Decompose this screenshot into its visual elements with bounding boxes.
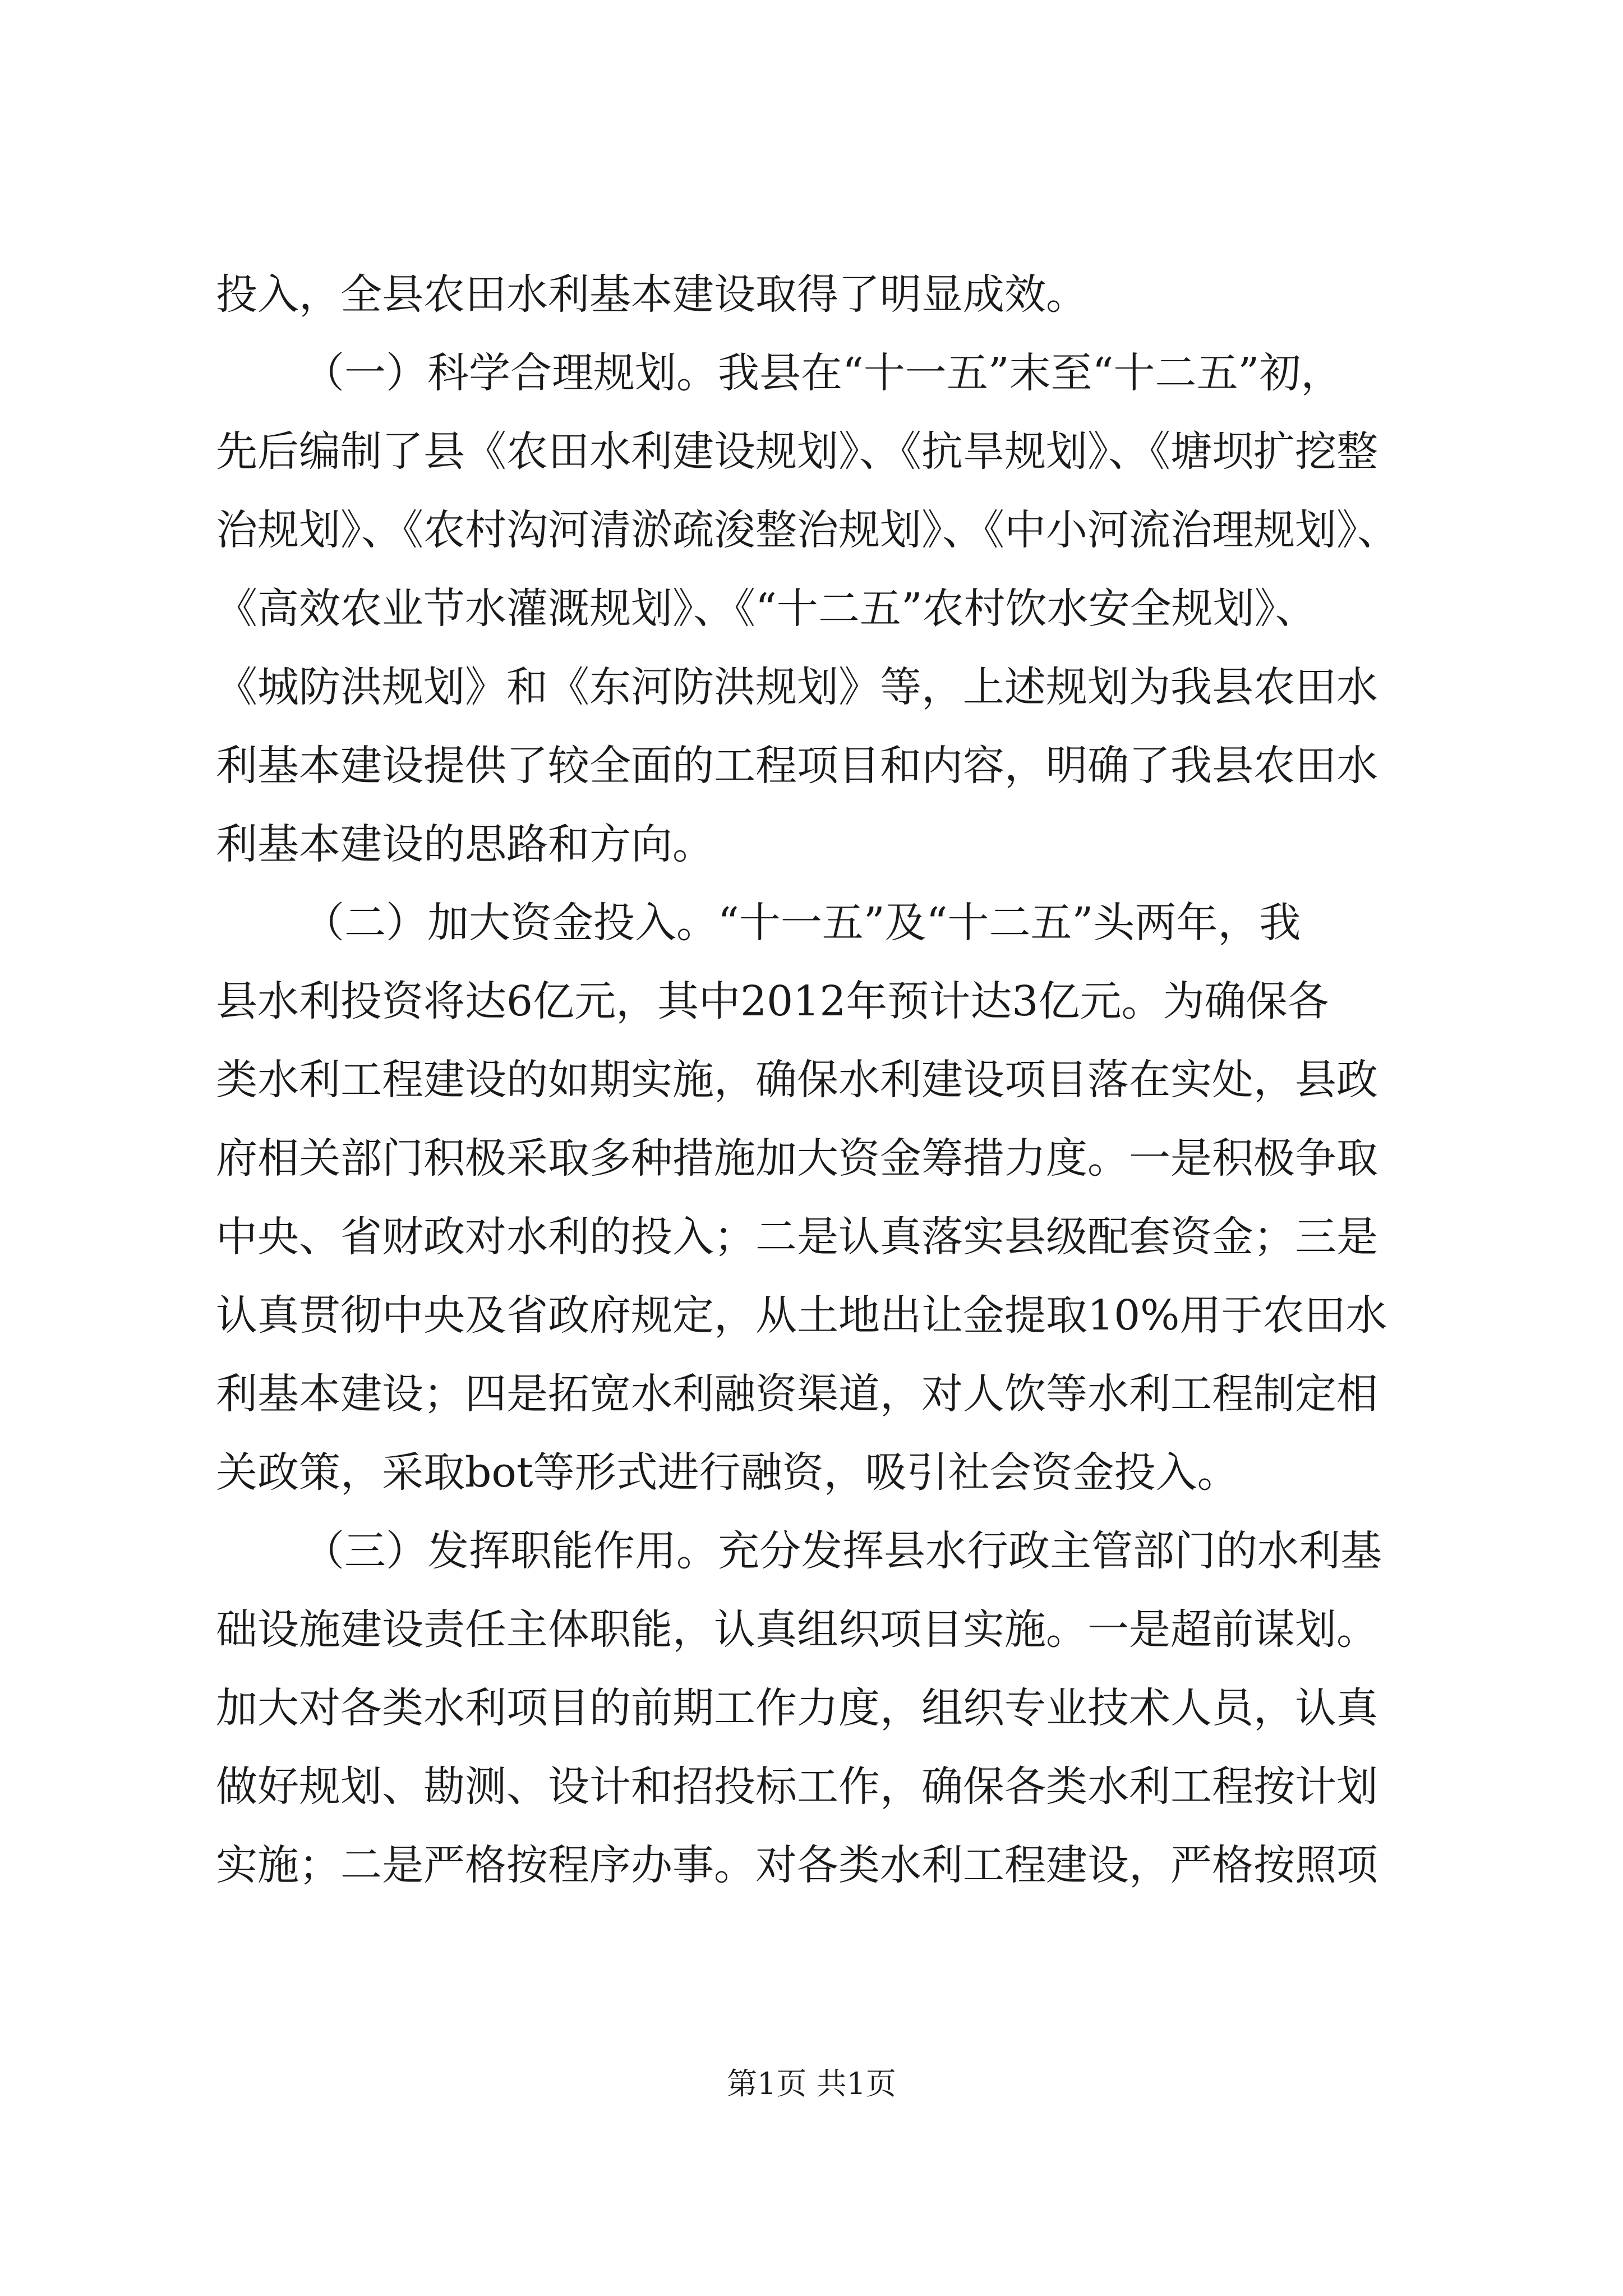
- text-line: 先后编制了县《农田水利建设规划》、《抗旱规划》、《塘坝扩挖整: [216, 427, 1378, 476]
- text-line: 《城防洪规划》和《东河防洪规划》等，上述规划为我县农田水: [216, 663, 1378, 711]
- paragraph-start-line: （二）加大资金投入。“十一五”及“十二五”头两年，我: [303, 899, 1301, 947]
- text-line: 利基本建设提供了较全面的工程项目和内容，明确了我县农田水: [216, 742, 1378, 790]
- text-line: 《高效农业节水灌溉规划》、《“十二五”农村饮水安全规划》、: [216, 585, 1317, 633]
- text-line: 治规划》、《农村沟河清淤疏浚整治规划》、《中小河流治理规划》、: [216, 506, 1399, 554]
- page-number-footer: 第1页 共1页: [727, 2066, 896, 2101]
- paragraph-start-line: （一）科学合理规划。我县在“十一五”末至“十二五”初，: [303, 349, 1343, 397]
- text-line: 县水利投资将达6亿元，其中2012年预计达3亿元。为确保各: [216, 977, 1329, 1025]
- text-line: 加大对各类水利项目的前期工作力度，组织专业技术人员，认真: [216, 1684, 1378, 1732]
- text-line: 利基本建设的思路和方向。: [216, 820, 714, 868]
- text-line: 做好规划、勘测、设计和招投标工作，确保各类水利工程按计划: [216, 1763, 1378, 1811]
- text-line: 投入，全县农田水利基本建设取得了明显成效。: [216, 270, 1087, 319]
- text-line: 关政策，采取bot等形式进行融资，吸引社会资金投入。: [216, 1448, 1239, 1497]
- text-line: 认真贯彻中央及省政府规定，从土地出让金提取10%用于农田水: [216, 1291, 1387, 1340]
- text-line: 实施；二是严格按程序办事。对各类水利工程建设，严格按照项: [216, 1841, 1378, 1889]
- text-line: 础设施建设责任主体职能，认真组织项目实施。一是超前谋划。: [216, 1605, 1378, 1654]
- text-line: 中央、省财政对水利的投入；二是认真落实县级配套资金；三是: [216, 1213, 1378, 1261]
- body-text: [216, 255, 1450, 1904]
- paragraph-start-line: （三）发挥职能作用。充分发挥县水行政主管部门的水利基: [303, 1527, 1382, 1575]
- text-line: 利基本建设；四是拓宽水利融资渠道，对人饮等水利工程制定相: [216, 1370, 1378, 1418]
- text-line: 府相关部门积极采取多种措施加大资金筹措力度。一是积极争取: [216, 1134, 1378, 1182]
- text-line: 类水利工程建设的如期实施，确保水利建设项目落在实处，县政: [216, 1056, 1378, 1104]
